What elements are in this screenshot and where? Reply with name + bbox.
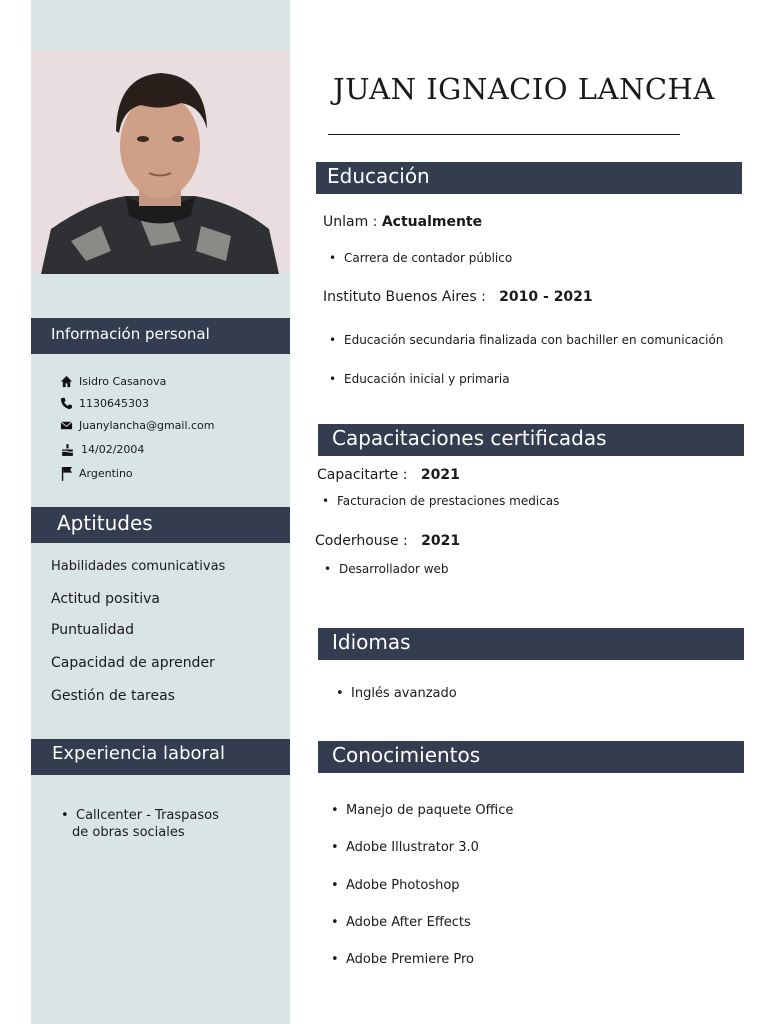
phone-icon	[60, 397, 73, 410]
certification-item: • Facturacion de prestaciones medicas	[337, 494, 559, 508]
skill-item: Habilidades comunicativas	[51, 559, 226, 574]
language-item: • Inglés avanzado	[351, 686, 457, 701]
profile-photo	[31, 51, 290, 274]
skill-item: Capacidad de aprender	[51, 655, 215, 671]
knowledge-item: • Adobe Premiere Pro	[346, 952, 474, 967]
contact-phone: 1130645303	[60, 397, 149, 410]
contact-birthday: 14/02/2004	[60, 442, 144, 457]
title-divider	[328, 134, 680, 135]
knowledge-item: • Manejo de paquete Office	[346, 803, 513, 818]
page-title: JUAN IGNACIO LANCHA	[333, 72, 715, 106]
languages-header: Idiomas	[318, 628, 744, 660]
certification-heading: Capacitarte : 2021	[317, 467, 460, 483]
contact-email: Juanylancha@gmail.com	[60, 419, 215, 432]
knowledge-item: • Adobe Photoshop	[346, 878, 460, 893]
knowledge-header: Conocimientos	[318, 741, 744, 773]
contact-address: Isidro Casanova	[60, 375, 166, 388]
cake-icon	[60, 442, 75, 457]
education-header: Educación	[316, 162, 742, 194]
education-item: • Educación secundaria finalizada con bachiller en comunicación	[344, 333, 723, 347]
mail-icon	[60, 419, 73, 432]
personal-info-header: Información personal	[31, 318, 290, 354]
skill-item: Gestión de tareas	[51, 688, 175, 704]
skill-item: Puntualidad	[51, 622, 135, 638]
education-item: • Carrera de contador público	[344, 251, 512, 265]
education-entry-heading: Unlam : Actualmente	[323, 214, 483, 230]
flag-icon	[60, 466, 73, 481]
knowledge-item: • Adobe Illustrator 3.0	[346, 840, 479, 855]
home-icon	[60, 375, 73, 388]
certification-heading: Coderhouse : 2021	[315, 533, 461, 549]
education-item: • Educación inicial y primaria	[344, 372, 510, 386]
experience-item-continued: de obras sociales	[72, 825, 185, 840]
experience-item: • Callcenter - Traspasos	[76, 808, 219, 823]
knowledge-item: • Adobe After Effects	[346, 915, 471, 930]
skills-header: Aptitudes	[31, 507, 290, 543]
certification-item: • Desarrollador web	[339, 562, 449, 576]
contact-nationality: Argentino	[60, 466, 133, 481]
skill-item: Actitud positiva	[51, 591, 160, 607]
education-entry-heading: Instituto Buenos Aires : 2010 - 2021	[323, 289, 593, 305]
experience-header: Experiencia laboral	[31, 739, 290, 775]
certifications-header: Capacitaciones certificadas	[318, 424, 744, 456]
